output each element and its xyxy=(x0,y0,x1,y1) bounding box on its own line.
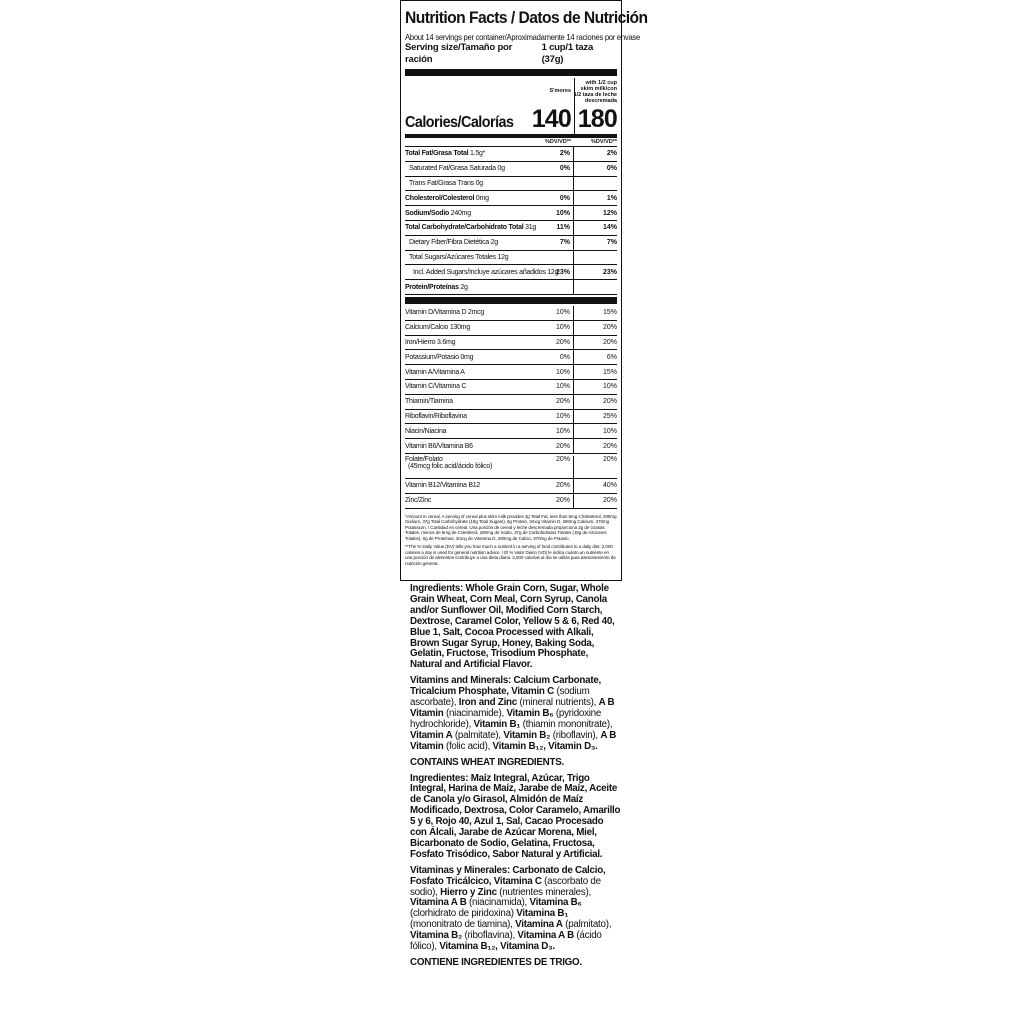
dv-with-milk: 20% xyxy=(573,439,617,453)
nutrient-row xyxy=(405,177,617,192)
dv-with-milk: 20% xyxy=(573,395,617,409)
dv-smores: 11% xyxy=(556,224,570,232)
nutrient-name: Total Sugars/Azúcares Totales 12g xyxy=(409,253,509,261)
dv-with-milk: 23% xyxy=(573,265,617,279)
ingredient-segment: Vitamin B₂ xyxy=(503,729,551,741)
ingredient-segment: (palmitato), xyxy=(562,919,612,931)
ingredient-segment: (palmitate), xyxy=(452,729,504,741)
calories-block xyxy=(405,78,617,138)
folate-note: (45mcg folic acid/ácido fólico) xyxy=(408,462,493,470)
ingredient-segment: (clorhidrato de piridoxina) xyxy=(410,908,517,920)
footnote-daily-value: **The % Daily Value (DV) tells you how much a nutrient in a serving of food contributes to a daily diet. 2,000 calories a day is used for general nutrition advice. / El % Valor Diario (VD) le indica cuánto un nutriente en una porción de alimentos contribuye a una dieta diaria. 2,000 calorías al día se utiliza para asesoramiento de nutrición general. xyxy=(405,544,616,566)
vitamin-name: Vitamin A/Vitamina A xyxy=(405,368,465,376)
dv-with-milk: 10% xyxy=(573,380,617,394)
nutrient-row xyxy=(405,236,617,251)
servings-per-container: About 14 servings per container/Aproximadamente 14 raciones por envase xyxy=(405,32,640,42)
dv-with-milk: 0% xyxy=(573,162,617,176)
nutrient-name: Protein/Proteínas 2g xyxy=(405,283,468,291)
allergen-spanish: CONTIENE INGREDIENTES DE TRIGO. xyxy=(410,957,582,968)
dv-smores: 0% xyxy=(559,194,570,202)
nutrient-row xyxy=(405,162,617,177)
dv-with-milk: 15% xyxy=(573,306,617,320)
ingredient-segment: (riboflavin), xyxy=(550,729,601,741)
vitamin-name: Potassium/Potasio 0mg xyxy=(405,353,474,361)
calories-value-smores: 140 xyxy=(531,105,571,133)
ingredient-segment: Iron and Zinc xyxy=(458,697,517,709)
thick-divider xyxy=(405,297,617,304)
column-header-smores: S'mores xyxy=(549,88,571,94)
ingredient-segment: Vitamina A xyxy=(515,919,563,931)
dv-smores: 0% xyxy=(559,165,570,173)
vitamin-row xyxy=(405,336,617,351)
vitamin-name: Thiamin/Tiamina xyxy=(405,398,453,406)
ingredient-segment: A B Vitamin xyxy=(410,697,615,719)
ingredient-segment: (ascorbato de sodio), xyxy=(410,875,601,898)
ingredient-segment: (folic acid), xyxy=(443,740,493,752)
vitamin-row xyxy=(405,365,617,380)
ingredient-segment: Vitamina B₂ xyxy=(410,930,463,942)
vitamin-name: Vitamin D/Vitamina D 2mcg xyxy=(405,309,485,317)
daily-value-header xyxy=(405,138,617,147)
ingredient-segment: (niacinamida), xyxy=(466,897,530,909)
dv-smores: 7% xyxy=(559,239,570,247)
dv-smores: 0% xyxy=(559,353,570,361)
ingredient-segment: (nutrientes minerales), xyxy=(496,886,591,898)
ingredient-segment: (riboflavina), xyxy=(462,930,518,942)
dv-with-milk: 12% xyxy=(573,206,617,220)
dv-smores: 10% xyxy=(555,324,570,332)
dv-with-milk: 14% xyxy=(573,221,617,235)
nutrient-name: Dietary Fiber/Fibra Dietética 2g xyxy=(409,239,498,247)
dv-with-milk xyxy=(573,177,617,191)
nutrient-row xyxy=(405,221,617,236)
ingredient-segment: Vitamin B₆ xyxy=(506,707,554,719)
ingredients-panel xyxy=(410,584,622,974)
vitamin-row xyxy=(405,494,617,509)
dv-smores: 10% xyxy=(555,309,570,317)
label-title: Nutrition Facts / Datos de Nutrición xyxy=(405,8,648,27)
ingredient-segment: Vitamina A B xyxy=(410,897,467,909)
nutrient-name: Sodium/Sodio 240mg xyxy=(405,209,471,217)
vitamin-rows xyxy=(405,306,617,509)
vitamin-row xyxy=(405,479,617,494)
nutrient-row xyxy=(405,147,617,162)
vitamin-name: Vitamin C/Vitamina C xyxy=(405,383,467,391)
nutrient-name: Incl. Added Sugars/Incluye azúcares añadidos 12g xyxy=(413,268,559,276)
vitamin-name: Iron/Hierro 3.6mg xyxy=(405,338,456,346)
dv-with-milk: 20% xyxy=(573,456,617,478)
dv-header-smores: %DV/VD** xyxy=(545,139,571,145)
ingredient-segment: (mineral nutrients), xyxy=(517,697,599,709)
dv-smores: 10% xyxy=(555,209,570,217)
vitamin-name: Zinc/Zinc xyxy=(405,497,432,505)
vitamin-row xyxy=(405,454,617,479)
column-smores xyxy=(531,78,571,134)
ingredient-segment: A B Vitamin xyxy=(410,729,617,752)
allergen-english: CONTAINS WHEAT INGREDIENTS. xyxy=(410,756,564,768)
vitamin-row xyxy=(405,350,617,365)
ingredients-spanish: Ingredientes: Maíz Integral, Azúcar, Trigo Integral, Harina de Maíz, Jarabe de Maíz, Aceite de Canola y/o Girasol, Almidón de Maíz Modificado, Dextrosa, Color Caramelo, Amarillo 5 y 6, Rojo 40, Azul 1, Sal, Cacao Procesado con Álcali, Jarabe de Azúcar Morena, Miel, Bicarbonato de Sodio, Gelatina, Fructosa, Fosfato Trisódico, Sabor Natural y Artificial. xyxy=(410,772,621,860)
ingredients-english: Ingredients: Whole Grain Corn, Sugar, Whole Grain Wheat, Corn Meal, Corn Syrup, Canola and/or Sunflower Oil, Modified Corn Starch, Dextrose, Caramel Color, Yellow 5 & 6, Red 40, Blue 1, Salt, Cocoa Processed with Alkali, Brown Sugar Syrup, Honey, Baking Soda, Gelatin, Fructose, Trisodium Phosphate, Natural and Artificial Flavor. xyxy=(410,583,615,671)
dv-smores: 2% xyxy=(559,150,570,158)
dv-with-milk: 25% xyxy=(573,410,617,424)
ingredient-segment: Hierro y Zinc xyxy=(440,886,497,898)
column-with-milk xyxy=(574,78,617,134)
dv-with-milk: 20% xyxy=(573,336,617,350)
dv-smores: 20% xyxy=(555,398,570,406)
nutrient-rows xyxy=(405,147,617,295)
dv-with-milk: 15% xyxy=(573,365,617,379)
nutrient-row xyxy=(405,191,617,206)
ingredient-segment: Vitamin B₁₂, Vitamin D₃. xyxy=(492,740,598,752)
vitamin-name: Calcium/Calcio 130mg xyxy=(405,324,471,332)
vitamin-row xyxy=(405,306,617,321)
dv-with-milk: 20% xyxy=(573,494,617,508)
dv-with-milk: 6% xyxy=(573,350,617,364)
dv-smores: 20% xyxy=(555,482,570,490)
nutrient-name: Cholesterol/Colesterol 0mg xyxy=(405,194,489,202)
vitamin-row xyxy=(405,395,617,410)
ingredient-segment: (ácido fólico), xyxy=(410,930,602,953)
dv-smores: 20% xyxy=(555,442,570,450)
nutrient-name: Total Fat/Grasa Total 1.5g* xyxy=(405,150,486,158)
calories-label: Calories/Calorías xyxy=(405,114,514,131)
footnotes xyxy=(405,514,617,567)
vitamin-name: Vitamin B6/Vitamina B6 xyxy=(405,442,473,450)
dv-smores: 20% xyxy=(555,497,570,505)
dv-smores: 10% xyxy=(555,368,570,376)
ingredient-segment: Vitamin B₁ xyxy=(473,718,521,730)
nutrient-name: Total Carbohydrate/Carbohidrato Total 31g xyxy=(405,224,537,232)
dv-header-with-milk: %DV/VD** xyxy=(591,139,617,145)
vitamin-row xyxy=(405,380,617,395)
nutrient-name: Trans Fat/Grasa Trans 0g xyxy=(409,179,483,187)
dv-with-milk xyxy=(573,280,617,294)
dv-smores: 10% xyxy=(555,412,570,420)
nutrient-row xyxy=(405,206,617,221)
dv-with-milk: 40% xyxy=(573,479,617,493)
nutrition-facts-label xyxy=(400,0,648,581)
ingredient-segment: Vitamina B₁ xyxy=(516,908,569,920)
vitamins-minerals-english xyxy=(410,676,622,752)
ingredient-segment: Vitamins and Minerals: Calcium Carbonate, Tricalcium Phosphate, Vitamin C xyxy=(410,675,602,698)
vitamin-row xyxy=(405,424,617,439)
dv-with-milk: 1% xyxy=(573,191,617,205)
ingredient-segment: (pyridoxine hydrochloride), xyxy=(410,707,602,730)
dv-with-milk xyxy=(573,251,617,265)
nutrient-row xyxy=(405,251,617,266)
vitamin-row xyxy=(405,410,617,425)
ingredient-segment: Vitamin A xyxy=(410,729,453,741)
dv-smores: 20% xyxy=(555,455,570,463)
nutrient-row xyxy=(405,265,617,280)
dv-with-milk: 7% xyxy=(573,236,617,250)
ingredient-segment: Vitaminas y Minerales: Carbonato de Calcio, Fosfato Tricálcico, Vitamina C xyxy=(410,864,606,887)
ingredient-segment: (niacinamide), xyxy=(443,707,507,719)
dv-smores: 23% xyxy=(555,268,570,276)
ingredient-segment: Vitamina B₁₂, Vitamina D₃. xyxy=(439,941,555,953)
ingredient-segment: (mononitrato de tiamina), xyxy=(410,919,516,931)
vitamin-row xyxy=(405,439,617,454)
nutrient-row xyxy=(405,280,617,295)
dv-with-milk: 10% xyxy=(573,424,617,438)
nutrient-name: Saturated Fat/Grasa Saturada 0g xyxy=(409,165,505,173)
dv-with-milk: 20% xyxy=(573,321,617,335)
serving-size-label: Serving size/Tamaño por ración xyxy=(405,42,513,65)
serving-size xyxy=(405,42,617,76)
dv-smores: 10% xyxy=(555,383,570,391)
vitamin-row xyxy=(405,321,617,336)
column-header-with-milk: with 1/2 cup skim milk/con 1/2 taza de leche descremada xyxy=(573,80,617,104)
vitamin-name: Riboflavin/Riboflavina xyxy=(405,412,467,420)
vitamin-name: Folate/Folato (45mcg folic acid/ácido fólico) xyxy=(405,456,538,470)
ingredient-segment: (thiamin mononitrate), xyxy=(520,718,613,730)
vitamin-name: Niacin/Niacina xyxy=(405,427,447,435)
footnote-amount-in-cereal: *Amount in cereal. A serving of cereal plus skim milk provides 2g Total Fat, less than 5mg Cholesterol, 290mg Sodium, 37g Total Carbohydrate (18g Total Sugars), 6g Protein, 3mcg Vitamin D, 280mg Calcium, 370mg Potassium. / Cantidad en cereal. Una porción de cereal y leche descremada proporciona 2g de Grasas Totales, menos de 5mg de Colesterol, 290mg de Sodio, 37g de Carbohidratos Totales (18g de Azúcares Totales), 6g de Proteínas, 3mcg de Vitamina D, 280mg de Calcio, 370mg de Potasio. xyxy=(405,513,617,541)
ingredient-segment: (sodium ascorbate), xyxy=(410,686,590,709)
dv-smores: 10% xyxy=(555,427,570,435)
calories-value-with-milk: 180 xyxy=(577,105,617,133)
vitamins-minerals-spanish xyxy=(410,866,622,953)
dv-with-milk: 2% xyxy=(573,147,617,161)
ingredient-segment: Vitamina A B xyxy=(517,930,574,942)
serving-size-value: 1 cup/1 taza (37g) xyxy=(541,42,594,65)
ingredient-segment: Vitamina B₆ xyxy=(529,897,582,909)
vitamin-name: Vitamin B12/Vitamina B12 xyxy=(405,482,481,490)
dv-smores: 20% xyxy=(555,338,570,346)
